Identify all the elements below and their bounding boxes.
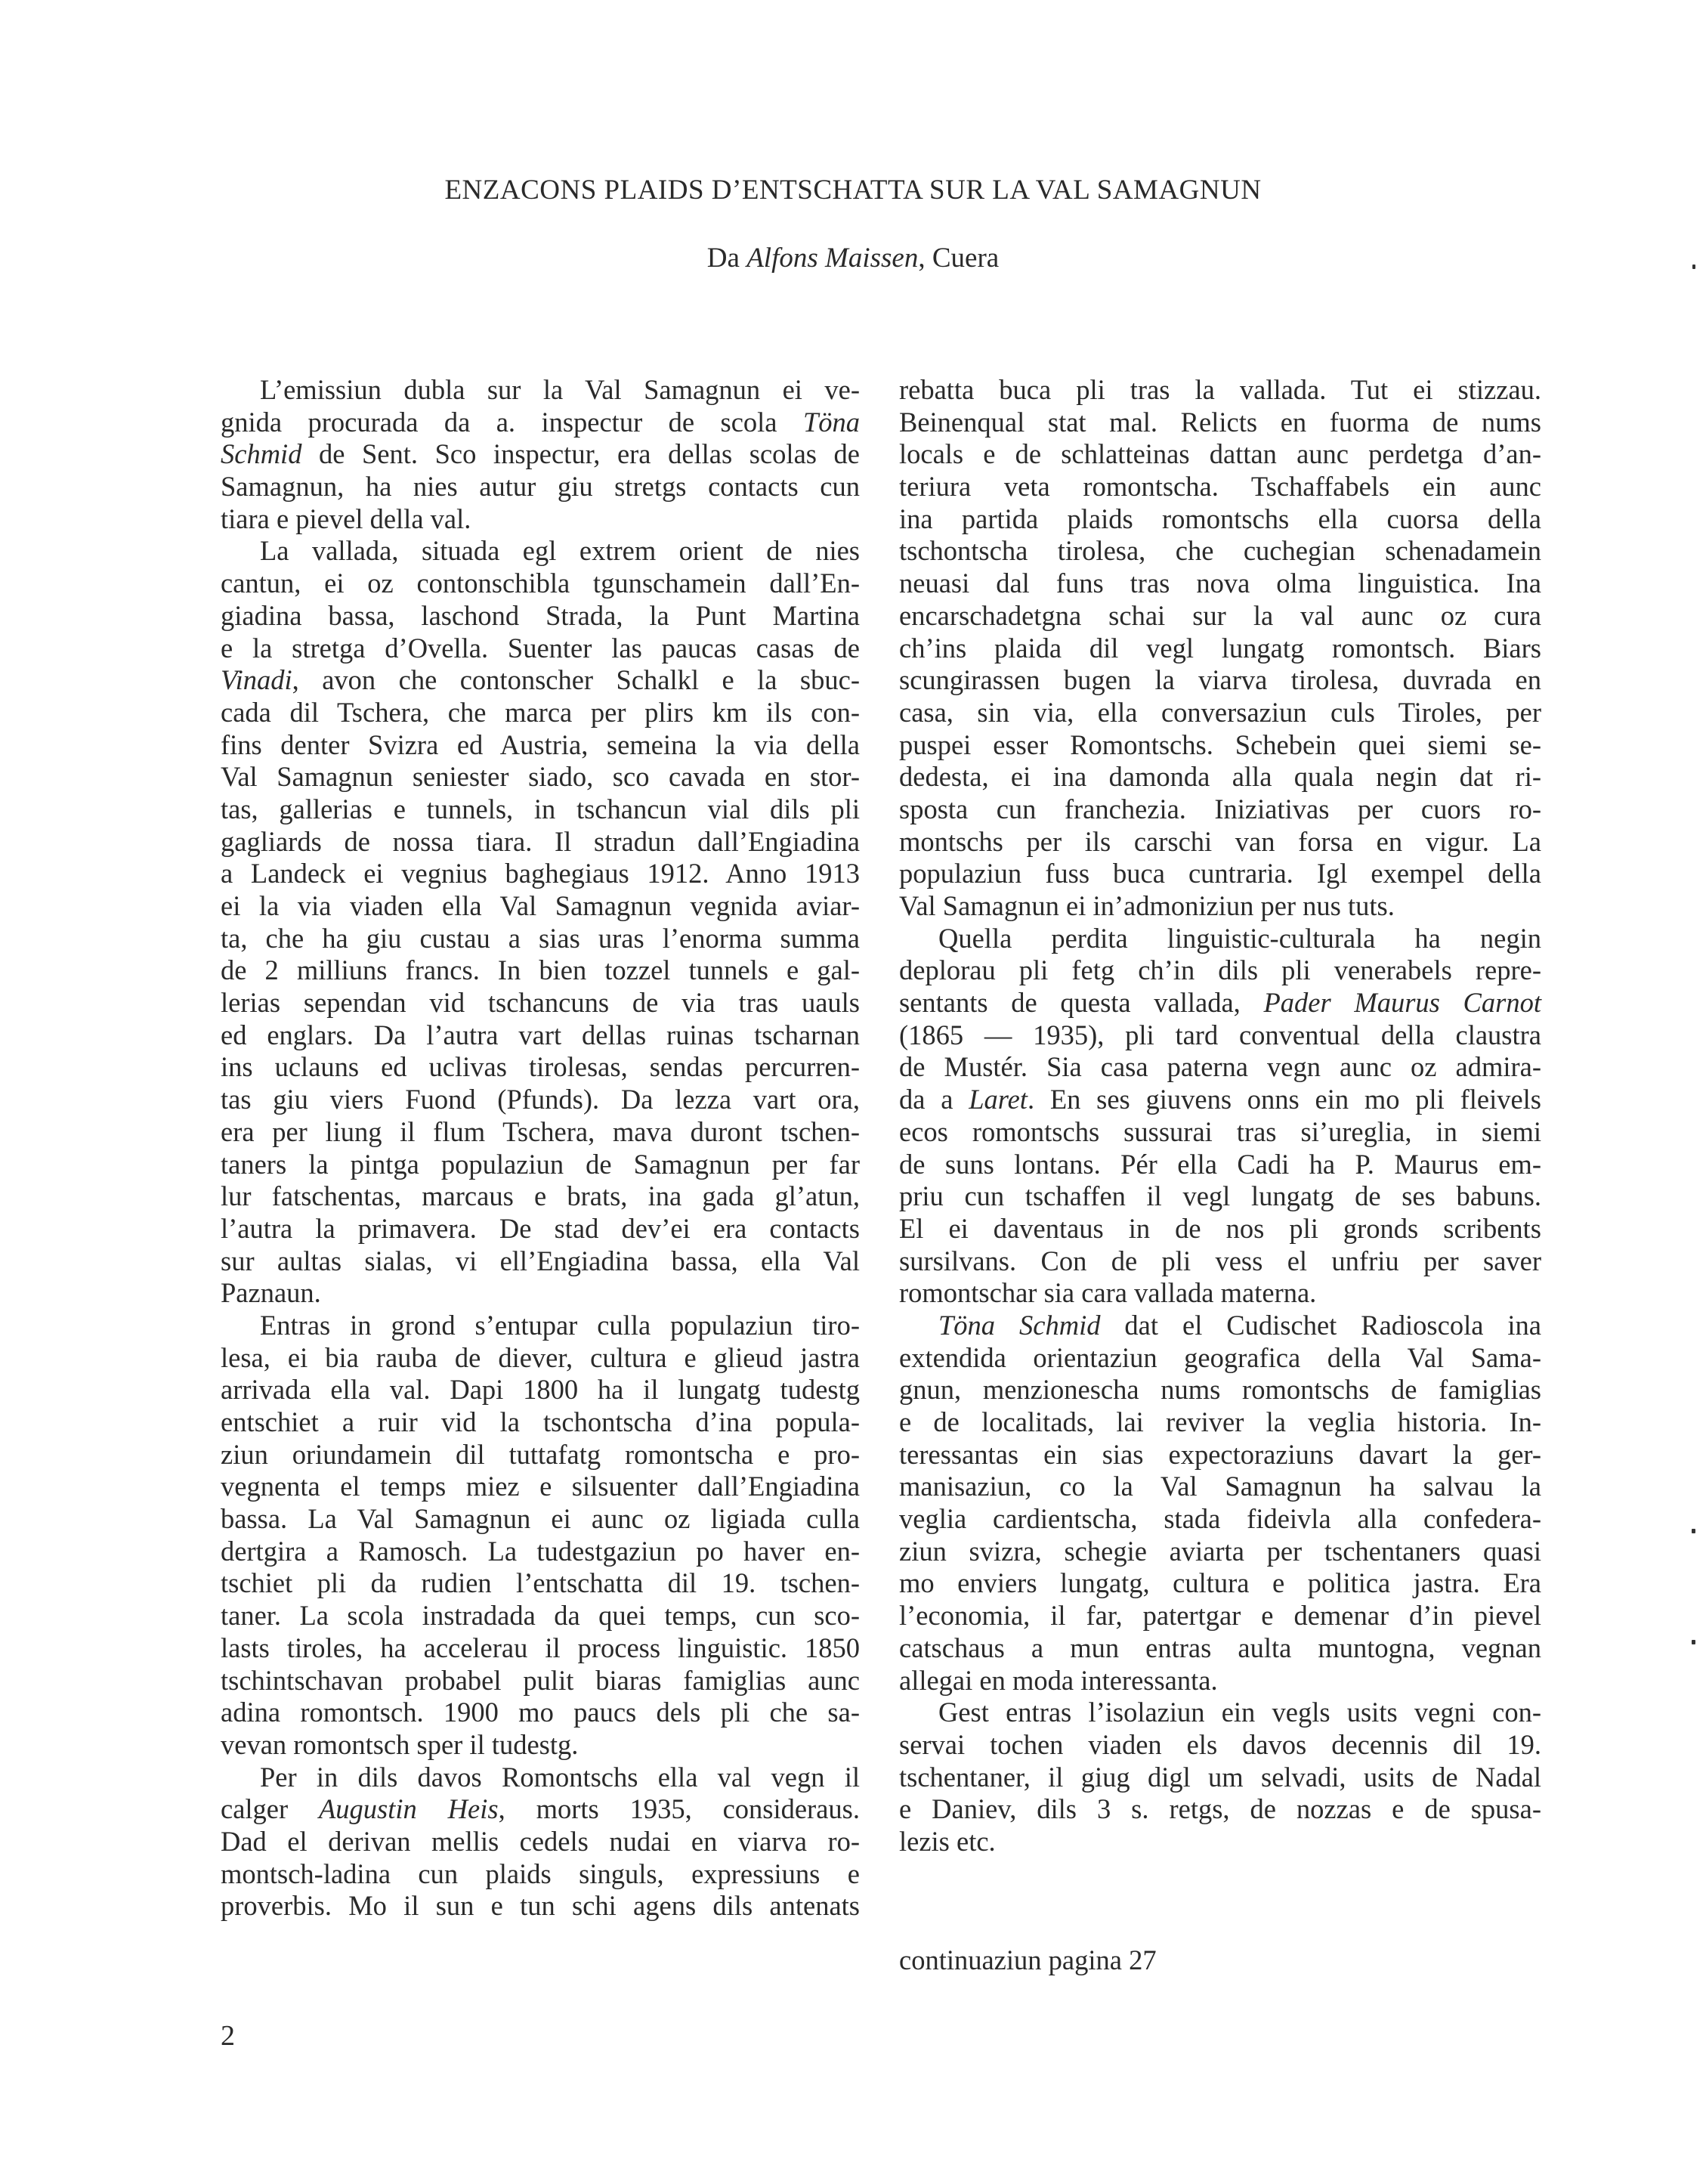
- text-line: [899, 1439, 1541, 1471]
- text-line: [221, 471, 860, 503]
- text-run: ed englars. Da l’autra vart dellas ruinas tscharnan: [221, 1019, 860, 1050]
- text-run: priu cun tschaffen il vegl lungatg de ses babuns.: [899, 1180, 1541, 1212]
- text-run: arrivada ella val. Dapi 1800 ha il lungatg tudestg: [221, 1374, 860, 1406]
- text-run: de suns lontans. Pér ella Cadi ha P. Maurus em-: [899, 1148, 1541, 1180]
- text-run: sur aultas sialas, vi ell’Engiadina bassa, ella Val: [221, 1245, 860, 1276]
- text-line: [899, 923, 1541, 955]
- scan-speck: [1692, 1529, 1695, 1533]
- page-number: 2: [221, 2020, 235, 2052]
- text-line: [221, 1213, 860, 1245]
- text-run: neuasi dal funs tras nova olma linguistica. Ina: [899, 568, 1541, 599]
- text-line: [899, 1600, 1541, 1632]
- text-line: [221, 374, 860, 407]
- text-run: Samagnun, ha nies autur giu stretgs contacts cun: [221, 471, 860, 503]
- text-run: , morts 1935, consideraus.: [498, 1793, 860, 1825]
- text-line: [899, 633, 1541, 665]
- text-line: [899, 793, 1541, 826]
- text-run: locals e de schlatteinas dattan aunc perdetga d’an-: [899, 438, 1541, 470]
- text-run: l’economia, il far, patertgar e demenar d’in pievel: [899, 1600, 1541, 1632]
- italic-name: Schmid: [221, 438, 302, 470]
- text-line: [899, 664, 1541, 697]
- text-line: [221, 826, 860, 858]
- text-run: (1865 — 1935), pli tard conventual della claustra: [899, 1019, 1541, 1050]
- text-line: [899, 1729, 1541, 1762]
- text-line: [221, 1665, 860, 1697]
- text-line: [221, 1536, 860, 1568]
- byline-location: , Cuera: [918, 243, 1000, 274]
- text-run: montsch-ladina cun plaids singuls, expressiuns e: [221, 1858, 860, 1889]
- text-line: [221, 793, 860, 826]
- text-line: [221, 438, 860, 471]
- text-line: [899, 600, 1541, 633]
- text-run: El ei daventaus in de nos pli gronds scribents: [899, 1212, 1541, 1244]
- text-line: [899, 1084, 1541, 1116]
- text-run: gnun, menzionescha nums romontschs de famiglias: [899, 1374, 1541, 1406]
- text-line: [899, 1245, 1541, 1278]
- text-line: [899, 697, 1541, 729]
- text-run: Val Samagnun seniester siado, sco cavada en stor-: [221, 761, 860, 793]
- text-run: lezis etc.: [899, 1825, 996, 1857]
- text-line: [899, 1277, 1541, 1310]
- text-run: tschiet pli da rudien l’entschatta dil 19. tschen-: [221, 1567, 860, 1599]
- text-line: [899, 1762, 1541, 1794]
- continuation-note: continuaziun pagina 27: [899, 1944, 1157, 1975]
- text-line: [221, 1762, 860, 1794]
- text-run: tas, gallerias e tunnels, in tschancun vial dils pli: [221, 793, 860, 824]
- text-run: e Daniev, dils 3 s. retgs, de nozzas e de spusa-: [899, 1793, 1541, 1825]
- text-line: [221, 1697, 860, 1729]
- text-run: tschintschavan probabel pulit biaras famiglias aunc: [221, 1664, 860, 1696]
- text-run: da a: [899, 1084, 969, 1115]
- text-line: [221, 1149, 860, 1181]
- text-run: . En ses giuvens onns ein mo pli fleivels: [1027, 1084, 1542, 1115]
- text-line: [899, 1310, 1541, 1342]
- text-run: gnida procurada da a. inspectur de scola: [221, 406, 803, 438]
- text-run: veglia cardientscha, stada fideivla alla confedera-: [899, 1503, 1541, 1535]
- italic-name: Töna Schmid: [938, 1309, 1101, 1341]
- article-title: ENZACONS PLAIDS D’ENTSCHATTA SUR LA VAL SAMAGNUN: [444, 175, 1262, 206]
- text-line: [899, 1826, 1541, 1858]
- text-run: extendida orientaziun geografica della Val Sama-: [899, 1341, 1541, 1373]
- text-line: [899, 1697, 1541, 1729]
- text-run: vevan romontsch sper il tudestg.: [221, 1728, 579, 1760]
- byline-prefix: Da: [706, 243, 747, 274]
- text-run: sursilvans. Con de pli vess el unfriu per saver: [899, 1245, 1541, 1276]
- italic-name: Töna: [802, 406, 860, 438]
- text-run: manisaziun, co la Val Samagnun ha salvau la: [899, 1471, 1541, 1502]
- text-run: ecos romontschs sussurai tras si’ureglia, in siemi: [899, 1115, 1541, 1147]
- text-line: [221, 1116, 860, 1149]
- text-run: tiara e pievel della val.: [221, 503, 471, 534]
- text-run: e la stretga d’Ovella. Suenter las paucas casas de: [221, 632, 860, 664]
- text-run: cantun, ei oz contonschibla tgunschamein dall’En-: [221, 568, 860, 599]
- text-run: vegnenta el temps miez e silsuenter dall’Engiadina: [221, 1471, 860, 1502]
- text-line: [221, 503, 860, 536]
- text-line: [899, 1149, 1541, 1181]
- text-run: de Sent. Sco inspectur, era dellas scolas de: [301, 438, 860, 470]
- text-run: allegai en moda interessanta.: [899, 1664, 1218, 1696]
- text-line: [899, 407, 1541, 439]
- scan-speck: [1692, 1640, 1695, 1644]
- text-line: [221, 1729, 860, 1762]
- scan-speck: [1692, 264, 1695, 269]
- text-run: fins denter Svizra ed Austria, semeina la via della: [221, 729, 860, 760]
- text-run: romontschar sia cara vallada materna.: [899, 1277, 1317, 1309]
- text-run: lesa, ei bia rauba de diever, cultura e glieud jastra: [221, 1341, 860, 1373]
- text-run: ta, che ha giu custau a sias uras l’enorma summa: [221, 922, 860, 954]
- text-line: [221, 987, 860, 1019]
- text-column-right: [899, 374, 1541, 1858]
- text-run: ins uclauns ed uclivas tirolesas, sendas percurren-: [221, 1051, 860, 1083]
- text-line: [899, 1051, 1541, 1084]
- text-line: [221, 761, 860, 793]
- text-run: teressantas ein sias expectoraziuns davart la ger-: [899, 1438, 1541, 1470]
- text-line: [221, 1503, 860, 1536]
- text-line: [221, 1051, 860, 1084]
- text-run: casa, sin via, ella conversaziun culs Tiroles, per: [899, 696, 1541, 728]
- text-line: [899, 374, 1541, 407]
- text-line: [221, 633, 860, 665]
- text-line: [899, 1536, 1541, 1568]
- text-run: puspei esser Romontschs. Schebein quei siemi se-: [899, 729, 1541, 760]
- text-run: lerias sependan vid tschancuns de via tras uauls: [221, 987, 860, 1019]
- text-line: [899, 438, 1541, 471]
- text-line: [221, 1310, 860, 1342]
- text-line: [221, 1600, 860, 1632]
- byline: [0, 242, 1706, 274]
- text-column-left: [221, 374, 860, 1923]
- text-run: gagliards de nossa tiara. Il stradun dall’Engiadina: [221, 825, 860, 857]
- text-line: [221, 1439, 860, 1471]
- text-line: [899, 1180, 1541, 1213]
- text-line: [899, 568, 1541, 600]
- text-run: a Landeck ei vegnius baghegiaus 1912. Anno 1913: [221, 858, 860, 889]
- author-name: Alfons Maissen: [746, 243, 919, 274]
- text-run: era per liung il flum Tschera, mava duront tschen-: [221, 1115, 860, 1147]
- text-line: [899, 1116, 1541, 1149]
- text-run: e de localitads, lai reviver la veglia historia. In-: [899, 1406, 1541, 1437]
- text-line: [899, 1213, 1541, 1245]
- text-run: mo enviers lungatg, cultura e politica jastra. Era: [899, 1567, 1541, 1599]
- text-run: lasts tiroles, ha accelerau il process linguistic. 1850: [221, 1632, 860, 1663]
- text-line: [899, 1793, 1541, 1826]
- text-line: [899, 729, 1541, 762]
- text-run: l’autra la primavera. De stad dev’ei era contacts: [221, 1212, 860, 1244]
- text-run: Val Samagnun ei in’admoniziun per nus tuts.: [899, 890, 1395, 921]
- text-run: sentants de questa vallada,: [899, 987, 1264, 1019]
- text-run: ziun oriundamein dil tuttafatg romontscha e pro-: [221, 1438, 860, 1470]
- text-line: [221, 729, 860, 762]
- text-line: [221, 954, 860, 987]
- text-line: [899, 858, 1541, 890]
- text-run: dat el Cudischet Radioscola ina: [1100, 1309, 1541, 1341]
- text-line: [221, 1890, 860, 1923]
- text-run: deplorau pli fetg ch’in dils pli venerabels repre-: [899, 954, 1541, 986]
- text-line: [899, 954, 1541, 987]
- text-line: [221, 1019, 860, 1052]
- text-run: L’emissiun dubla sur la Val Samagnun ei ve-: [260, 374, 860, 405]
- text-line: [221, 1858, 860, 1891]
- text-line: [221, 923, 860, 955]
- text-run: de 2 milliuns francs. In bien tozzel tunnels e gal-: [221, 954, 860, 986]
- text-run: servai tochen viaden els davos decennis dil 19.: [899, 1728, 1541, 1760]
- text-run: ch’ins plaida dil vegl lungatg romontsch. Biars: [899, 632, 1541, 664]
- text-line: [899, 471, 1541, 503]
- text-run: bassa. La Val Samagnun ei aunc oz ligiada culla: [221, 1503, 860, 1535]
- text-line: [221, 568, 860, 600]
- text-run: tschontscha tirolesa, che cuchegian schenadamein: [899, 535, 1541, 567]
- text-run: ei la via viaden ella Val Samagnun vegnida aviar-: [221, 890, 860, 921]
- text-run: Beinenqual stat mal. Relicts en fuorma de nums: [899, 406, 1541, 438]
- text-line: [899, 503, 1541, 536]
- text-run: Dad el derivan mellis cedels nudai en viarva ro-: [221, 1825, 860, 1857]
- text-run: ina partida plaids romontschs ella cuorsa della: [899, 503, 1541, 534]
- text-run: tschentaner, il giug digl um selvadi, usits de Nadal: [899, 1761, 1541, 1793]
- text-run: , avon che contonscher Schalkl e la sbuc-: [292, 664, 860, 696]
- text-line: [221, 1277, 860, 1310]
- text-line: [899, 1503, 1541, 1536]
- text-run: de Mustér. Sia casa paterna vegn aunc oz admira-: [899, 1051, 1541, 1083]
- text-run: giadina bassa, laschond Strada, la Punt Martina: [221, 599, 860, 631]
- text-run: encarschadetgna schai sur la val aunc oz cura: [899, 599, 1541, 631]
- text-line: [221, 1826, 860, 1858]
- text-line: [899, 987, 1541, 1019]
- text-line: [899, 1632, 1541, 1665]
- italic-name: Laret: [969, 1084, 1028, 1115]
- text-run: scungirassen bugen la viarva tirolesa, duvrada en: [899, 664, 1541, 696]
- text-run: proverbis. Mo il sun e tun schi agens dils antenats: [221, 1890, 860, 1922]
- text-line: [899, 1567, 1541, 1600]
- text-run: rebatta buca pli tras la vallada. Tut ei stizzau.: [899, 374, 1541, 405]
- text-line: [221, 1084, 860, 1116]
- text-line: [899, 535, 1541, 568]
- text-line: [221, 858, 860, 890]
- text-line: [221, 1793, 860, 1826]
- text-run: calger: [221, 1793, 320, 1825]
- text-run: catschaus a mun entras aulta muntogna, vegnan: [899, 1632, 1541, 1663]
- text-run: populaziun fuss buca cuntraria. Igl exempel della: [899, 858, 1541, 889]
- text-run: sposta cun franchezia. Iniziativas per cuors ro-: [899, 793, 1541, 824]
- text-line: [221, 1342, 860, 1375]
- text-line: [221, 890, 860, 923]
- text-line: [221, 1632, 860, 1665]
- italic-name: Pader Maurus Carnot: [1263, 987, 1541, 1019]
- text-line: [221, 664, 860, 697]
- text-line: [221, 1374, 860, 1406]
- text-run: La vallada, situada egl extrem orient de nies: [260, 535, 860, 567]
- text-line: [221, 600, 860, 633]
- italic-name: Augustin Heis: [319, 1793, 499, 1825]
- text-line: [899, 1665, 1541, 1697]
- text-run: montschs per ils carschi van forsa en vigur. La: [899, 825, 1541, 857]
- text-line: [899, 1019, 1541, 1052]
- text-line: [221, 1406, 860, 1439]
- text-run: ziun svizra, schegie aviarta per tschentaners quasi: [899, 1535, 1541, 1567]
- text-run: Per in dils davos Romontschs ella val vegn il: [260, 1761, 860, 1793]
- text-line: [899, 826, 1541, 858]
- text-run: dertgira a Ramosch. La tudestgaziun po haver en-: [221, 1535, 860, 1567]
- text-run: taner. La scola instradada da quei temps, cun sco-: [221, 1600, 860, 1632]
- text-run: Quella perdita linguistic-culturala ha negin: [938, 922, 1541, 954]
- text-run: Entras in grond s’entupar culla populaziun tiro-: [260, 1309, 860, 1341]
- text-line: [899, 1471, 1541, 1503]
- text-line: [221, 1567, 860, 1600]
- text-run: adina romontsch. 1900 mo paucs dels pli che sa-: [221, 1697, 860, 1728]
- text-line: [899, 761, 1541, 793]
- text-line: [899, 1406, 1541, 1439]
- text-run: dedesta, ei ina damonda alla quala negin dat ri-: [899, 761, 1541, 793]
- text-line: [899, 1374, 1541, 1406]
- text-run: cada dil Tschera, che marca per plirs km ils con-: [221, 696, 860, 728]
- text-run: entschiet a ruir vid la tschontscha d’ina popula-: [221, 1406, 860, 1437]
- text-line: [221, 1180, 860, 1213]
- text-run: lur fatschentas, marcaus e brats, ina gada gl’atun,: [221, 1180, 860, 1212]
- text-run: Paznaun.: [221, 1277, 321, 1309]
- italic-name: Vinadi: [221, 664, 292, 696]
- text-line: [221, 1245, 860, 1278]
- text-line: [221, 407, 860, 439]
- text-run: teriura veta romontscha. Tschaffabels ein aunc: [899, 471, 1541, 503]
- text-line: [221, 697, 860, 729]
- text-line: [899, 890, 1541, 923]
- text-line: [221, 1471, 860, 1503]
- text-run: taners la pintga populaziun de Samagnun per far: [221, 1148, 860, 1180]
- text-run: tas giu viers Fuond (Pfunds). Da lezza vart ora,: [221, 1084, 860, 1115]
- text-run: Gest entras l’isolaziun ein vegls usits vegni con-: [938, 1697, 1541, 1728]
- text-line: [221, 535, 860, 568]
- text-line: [899, 1342, 1541, 1375]
